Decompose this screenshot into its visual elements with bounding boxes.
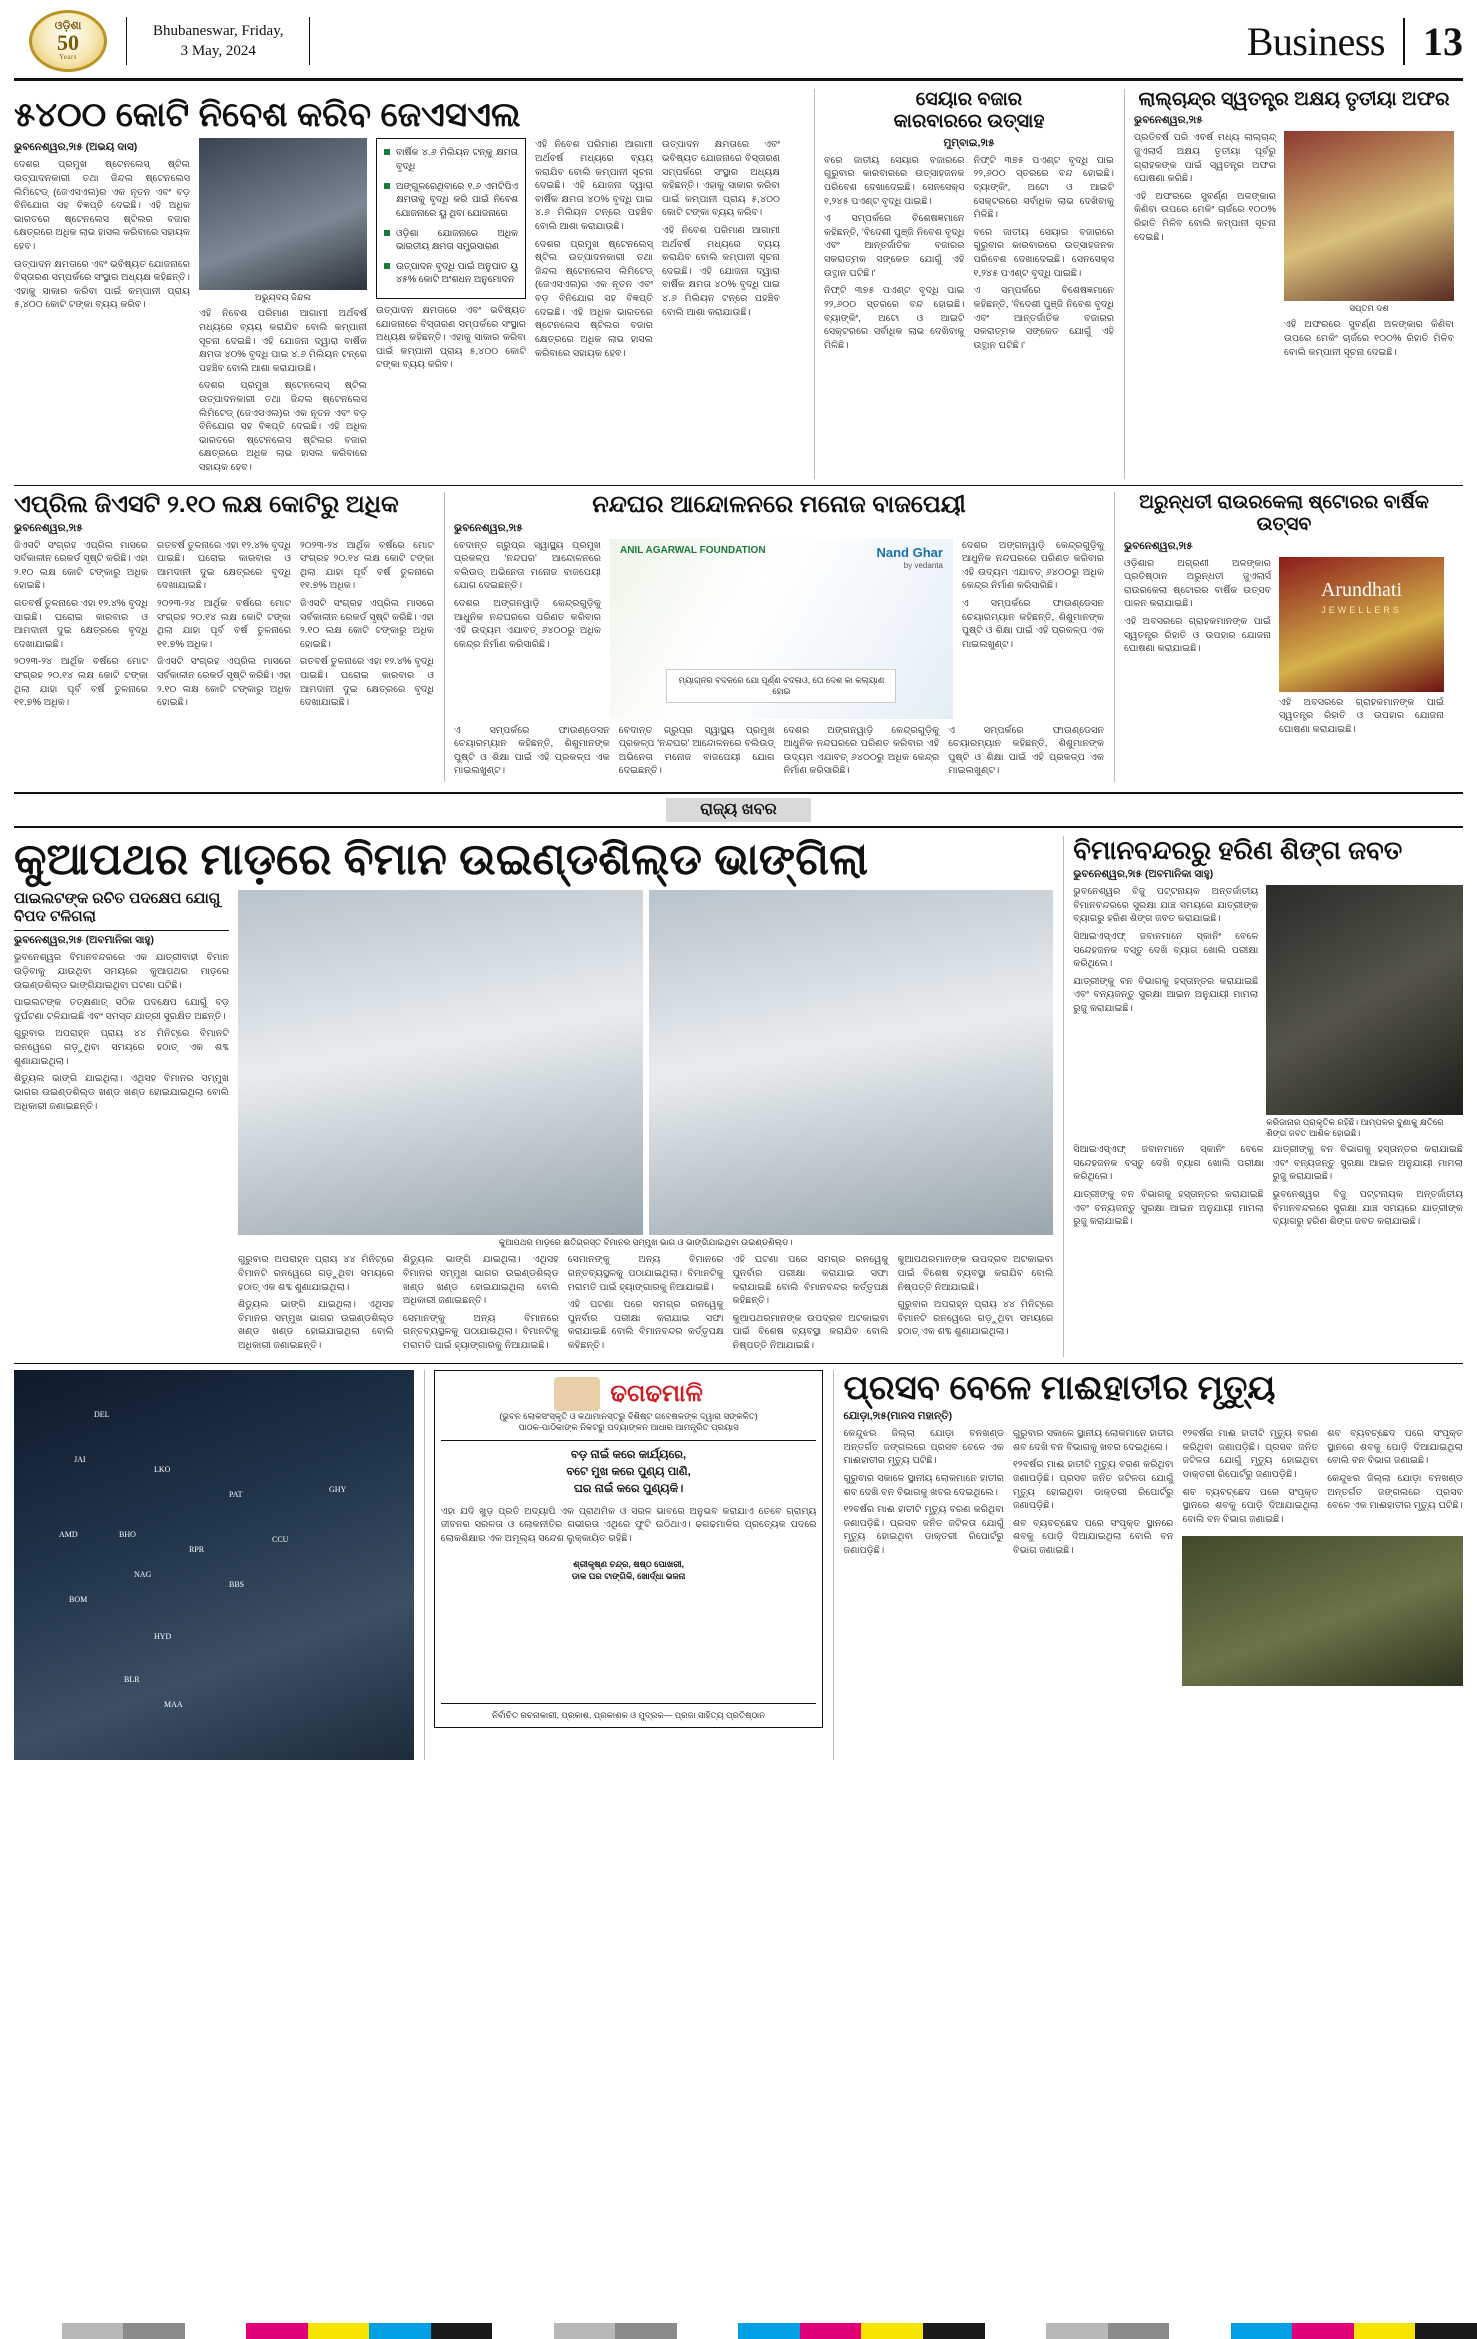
antler-photo-caption: କରିଜାନାର ପ୍ରାକୃତିକ ରହିଛି। ଆମ୍ପଳର ବୁଣାକୁ କ୍ଷତିରେ ଶିଙ୍ଗ ଜବତ ଆଶିକ ହୋଇଛି।	[1266, 1117, 1444, 1139]
map-label-amd: AMD	[59, 1529, 78, 1539]
ad-signature-1: ଶ୍ରୀକୃଷ୍ଣ ଚନ୍ଦ୍ର, ଷଷ୍ଠ ପୋଖରୀ,	[573, 1559, 685, 1570]
nandghar-headline: ନନ୍ଦଘର ଆନ୍ଦୋଳନରେ ମନୋଜ ବାଜପେୟୀ	[592, 490, 966, 518]
map-label-jai: JAI	[74, 1454, 86, 1464]
gst-headline: ଏପ୍ରିଲ ଜିଏସଟି ୨.୧୦ ଲକ୍ଷ କୋଟିରୁ ଅଧିକ	[14, 490, 399, 518]
page-number: 13	[1403, 18, 1463, 65]
lead-col-3: ଉତ୍ପାଦନ କ୍ଷମତାରେ ଏବଂ ଭବିଷ୍ୟତ ଯୋଜନାରେ ବିସ୍ତାରଣ ସମ୍ପର୍କରେ ସଂସ୍ଥାର ଅଧ୍ୟକ୍ଷ କହିଛନ୍ତି। ଏହାକୁ ସାକାର କରିବା ପାଇଁ କମ୍ପାନୀ ପ୍ରାୟ ୫,୪୦୦ କୋଟି ଟଙ୍କା ବ୍ୟୟ କରିବ।	[376, 305, 526, 371]
color-bar-segment	[1169, 2323, 1231, 2339]
lead-photo-caption: ଅଭ୍ୟୁଦୟ ଜିନ୍ଦଲ	[255, 292, 311, 303]
airport-photo-1	[238, 890, 643, 1235]
lalchand-col-1: ପ୍ରତିବର୍ଷ ପରି ଏବର୍ଷ ମଧ୍ୟ ଲାଲ୍‌ଚାନ୍ଦ୍‌ ଜୁଏଲାର୍ସ ଅକ୍ଷୟ ତୃତୀୟା ପୂର୍ବରୁ ଗ୍ରାହକଙ୍କ ପାଇଁ ସ୍ୱତନ୍ତ୍ର ଅଫର ଘୋଷଣା କରିଛି। ଏହି ଅଫରରେ ସୁବର୍ଣ୍ଣ ଅଳଙ୍କାର କିଣିବା ଉପରେ ମେକିଂ ଚାର୍ଜରେ ୧୦୦% ରିହାତି ମିଳିବ ବୋଲି କମ୍ପାନୀ ସୂଚନା ଦେଇଛି।	[1134, 132, 1276, 243]
arundhati-col-1: ଓଡ଼ିଶାର ଅଗ୍ରଣୀ ଅଳଙ୍କାର ପ୍ରତିଷ୍ଠାନ ଅରୁନ୍ଧତୀ ଜୁଏଲାର୍ସ ରାଉରକେଲା ଷ୍ଟୋରର ବାର୍ଷିକ ଉତ୍ସବ ପାଳନ କରାଯାଇଛି। ଏହି ଅବସରରେ ଗ୍ରାହକମାନଙ୍କ ପାଇଁ ସ୍ୱତନ୍ତ୍ର ରିହାତି ଓ ଉପହାର ଯୋଜନା ଘୋଷଣା କରାଯାଇଛି।	[1124, 557, 1271, 655]
store-sign-subtext: JEWELLERS	[1321, 604, 1402, 615]
logo-top-text: ଓଡ଼ିଶା	[54, 20, 82, 32]
elephant-col-1: କେନ୍ଦୁଝର ଜିଲ୍ଲା ଯୋଡ଼ା ବନଖଣ୍ଡ ଅନ୍ତର୍ଗତ ଜଙ୍ଗଲରେ ପ୍ରସବ ବେଳେ ଏକ ମାଈହାତୀର ମୃତ୍ୟୁ ଘଟିଛି। ଗୁରୁବାର ସକାଳେ ସ୍ଥାନୀୟ ଲୋକମାନେ ହାତୀର ଶବ ଦେଖି ବନ ବିଭାଗକୁ ଖବର ଦେଇଥିଲେ। ୧୨ବର୍ଷର ମାଈ ହାତୀଟି ମୃତ୍ୟୁ ବରଣ କରିଥିବା ଜଣାପଡ଼ିଛି। ପ୍ରସବ ଜନିତ ଜଟିଳତା ଯୋଗୁଁ ମୃତ୍ୟୁ ହୋଇଥିବା ଡାକ୍ତରୀ ରିପୋର୍ଟରୁ ଜଣାପଡ଼ିଛି।	[843, 1428, 1004, 1556]
airport-headline: କୁଆପଥର ମାଡ଼ରେ ବିମାନ ଉଇଣ୍ଡଶିଲ୍ଡ ଭାଙ୍ଗିଲା	[14, 835, 869, 885]
nandghar-byline: ଭୁବନେଶ୍ୱର,୨ା୫	[454, 521, 523, 534]
nandghar-col-5: ଦେଶର ଅଙ୍ଗନୱାଡ଼ି କେନ୍ଦ୍ରଗୁଡ଼ିକୁ ଆଧୁନିକ ନନ୍ଦଘରରେ ପରିଣତ କରିବାର ଏହି ଉଦ୍ୟମ ଏଯାବତ୍‌ ୬୪୦୦ରୁ ଅଧିକ କେନ୍ଦ୍ର ନିର୍ମାଣ କରିସାରିଛି।	[783, 724, 940, 777]
lead-bullet-1: ବାର୍ଷିକ ୪.୬ ମିଲିୟନ ଟନ୍‌କୁ କ୍ଷମତା ବୃଦ୍ଧି	[384, 145, 518, 172]
lalchand-photo	[1284, 131, 1454, 301]
gst-col-1: ଜିଏସଟି ସଂଗ୍ରହ ଏପ୍ରିଲ ମାସରେ ସର୍ବକାଳୀନ ରେକର୍ଡ ସୃଷ୍ଟି କରିଛି। ଏହା ୨.୧୦ ଲକ୍ଷ କୋଟି ଟଙ୍କାରୁ ଅଧିକ ହୋଇଛି। ଗତବର୍ଷ ତୁଳନାରେ ଏହା ୧୨.୪% ବୃଦ୍ଧି ପାଇଛି। ଘରୋଇ କାରବାର ଓ ଆମଦାନୀ ଦୁଇ କ୍ଷେତ୍ରରେ ବୃଦ୍ଧି ଦେଖାଯାଇଛି। ୨୦୨୩-୨୪ ଆର୍ଥିକ ବର୍ଷରେ ମୋଟ ସଂଗ୍ରହ ୨୦.୧୪ ଲକ୍ଷ କୋଟି ଟଙ୍କା ଥିଲା ଯାହା ପୂର୍ବ ବର୍ଷ ତୁଳନାରେ ୧୧.୭% ଅଧିକ।	[14, 539, 148, 709]
lead-col-2: ଏହି ନିବେଶ ପରିମାଣ ଆଗାମୀ ଅର୍ଥବର୍ଷ ମଧ୍ୟରେ ବ୍ୟୟ କରାଯିବ ବୋଲି କମ୍ପାନୀ ସୂଚନା ଦେଇଛି। ଏହି ଯୋଜନା ଦ୍ୱାରା ବାର୍ଷିକ କ୍ଷମତା ୪୦% ବୃଦ୍ଧି ପାଇ ୪.୬ ମିଲିୟନ ଟନ୍‌ରେ ପହଞ୍ଚିବ ବୋଲି ଆଶା କରାଯାଉଛି। ଦେଶର ପ୍ରମୁଖ ଷ୍ଟେନଲେସ୍‌ ଷ୍ଟିଲ ଉତ୍ପାଦନକାରୀ ତଥା ଜିନ୍ଦଲ ଷ୍ଟେନଲେସ ଲିମିଟେଡ୍‌ (ଜେଏସଏଲ)ର ଏକ ନୂତନ ଏବଂ ବଡ଼ ବିନିଯୋଗ ସହ ବିଜ୍ଞପ୍ତି ଦେଇଛି। ଏହି ଅଧିକ ଭାରତରେ ଷ୍ଟେନଲେସ ଷ୍ଟିଲର ବଜାର କ୍ଷେତ୍ରରେ ଅଧିକ ଲାଭ ହାସଲ କରିବାରେ ସହାୟକ ହେବ।	[199, 308, 367, 474]
airport-col-4: ଏହି ଘଟଣା ପରେ ସମଗ୍ର ରନୱେକୁ ପୁନର୍ବାର ପରୀକ୍ଷା କରାଯାଇ ସଫା କରାଯାଇଛି ବୋଲି ବିମାନବନ୍ଦର କର୍ତ୍ତୃପକ୍ଷ କହିଛନ୍ତି। କୁଆପଥରମାନଙ୍କ ଉପଦ୍ରବ ଅଟକାଇବା ପାଇଁ ବିଶେଷ ବ୍ୟବସ୍ଥା କରାଯିବ ବୋଲି ନିଷ୍ପତ୍ତି ନିଆଯାଇଛି।	[732, 1254, 889, 1352]
color-bar-segment	[615, 2323, 677, 2339]
airport-photo-2	[649, 890, 1054, 1235]
ad-signature-2: ଡାକ ଘର ଟାଙ୍ଗିକି, ଖୋର୍ଦ୍ଧା ଭଜନା	[571, 1571, 686, 1582]
color-bar-segment	[861, 2323, 923, 2339]
section-title: Business	[1246, 18, 1385, 64]
color-bar-segment	[985, 2323, 1047, 2339]
satellite-weather-map	[14, 1370, 414, 1760]
dhaga-dhamali-ad	[424, 1370, 824, 1760]
place-date-line2: 3 May, 2024	[180, 43, 256, 59]
state-news-banner	[14, 792, 1463, 828]
arundhati-headline: ଅରୁନ୍ଧତୀ ରାଉରକେଲା ଷ୍ଟୋରର ବାର୍ଷିକ ଉତ୍ସବ	[1139, 491, 1429, 536]
gst-col-2: ଗତବର୍ଷ ତୁଳନାରେ ଏହା ୧୨.୪% ବୃଦ୍ଧି ପାଇଛି। ଘରୋଇ କାରବାର ଓ ଆମଦାନୀ ଦୁଇ କ୍ଷେତ୍ରରେ ବୃଦ୍ଧି ଦେଖାଯାଇଛି। ୨୦୨୩-୨୪ ଆର୍ଥିକ ବର୍ଷରେ ମୋଟ ସଂଗ୍ରହ ୨୦.୧୪ ଲକ୍ଷ କୋଟି ଟଙ୍କା ଥିଲା ଯାହା ପୂର୍ବ ବର୍ଷ ତୁଳନାରେ ୧୧.୭% ଅଧିକ। ଜିଏସଟି ସଂଗ୍ରହ ଏପ୍ରିଲ ମାସରେ ସର୍ବକାଳୀନ ରେକର୍ଡ ସୃଷ୍ଟି କରିଛି। ଏହା ୨.୧୦ ଲକ୍ଷ କୋଟି ଟଙ୍କାରୁ ଅଧିକ ହୋଇଛି।	[157, 539, 291, 709]
lalchand-story	[1124, 89, 1454, 479]
airport-col-3: ସେମାନଙ୍କୁ ଅନ୍ୟ ବିମାନରେ ଗନ୍ତବ୍ୟସ୍ଥଳକୁ ପଠାଯାଇଥିଲା। ବିମାନଟିକୁ ମରାମତି ପାଇଁ ହ୍ୟାଙ୍ଗାରକୁ ନିଆଯାଇଛି। ଏହି ଘଟଣା ପରେ ସମଗ୍ର ରନୱେକୁ ପୁନର୍ବାର ପରୀକ୍ଷା କରାଯାଇ ସଫା କରାଯାଇଛି ବୋଲି ବିମାନବନ୍ଦର କର୍ତ୍ତୃପକ୍ଷ କହିଛନ୍ତି।	[567, 1254, 724, 1352]
nandghar-col-3: ଏ ସମ୍ପର୍କରେ ଫାଉଣ୍ଡେସନ ଚେୟାରମ୍ୟାନ କହିଛନ୍ତି, ଶିଶୁମାନଙ୍କ ପୁଷ୍ଟି ଓ ଶିକ୍ଷା ପାଇଁ ଏହି ପ୍ରକଳ୍ପ ଏକ ମାଇଲଖୁଣ୍ଟ।	[454, 724, 610, 777]
store-sign-text: Arundhati	[1320, 578, 1403, 601]
lead-col-4: ଏହି ନିବେଶ ପରିମାଣ ଆଗାମୀ ଅର୍ଥବର୍ଷ ମଧ୍ୟରେ ବ୍ୟୟ କରାଯିବ ବୋଲି କମ୍ପାନୀ ସୂଚନା ଦେଇଛି। ଏହି ଯୋଜନା ଦ୍ୱାରା ବାର୍ଷିକ କ୍ଷମତା ୪୦% ବୃଦ୍ଧି ପାଇ ୪.୬ ମିଲିୟନ ଟନ୍‌ରେ ପହଞ୍ଚିବ ବୋଲି ଆଶା କରାଯାଉଛି। ଦେଶର ପ୍ରମୁଖ ଷ୍ଟେନଲେସ୍‌ ଷ୍ଟିଲ ଉତ୍ପାଦନକାରୀ ତଥା ଜିନ୍ଦଲ ଷ୍ଟେନଲେସ ଲିମିଟେଡ୍‌ (ଜେଏସଏଲ)ର ଏକ ନୂତନ ଏବଂ ବଡ଼ ବିନିଯୋଗ ସହ ବିଜ୍ଞପ୍ତି ଦେଇଛି। ଏହି ଅଧିକ ଭାରତରେ ଷ୍ଟେନଲେସ ଷ୍ଟିଲର ବଜାର କ୍ଷେତ୍ରରେ ଅଧିକ ଲାଭ ହାସଲ କରିବାରେ ସହାୟକ ହେବ।	[535, 139, 653, 359]
airport-story	[14, 836, 1053, 1357]
state-news-label: ରାଜ୍ୟ ଖବର	[666, 798, 810, 822]
lead-col-5: ଉତ୍ପାଦନ କ୍ଷମତାରେ ଏବଂ ଭବିଷ୍ୟତ ଯୋଜନାରେ ବିସ୍ତାରଣ ସମ୍ପର୍କରେ ସଂସ୍ଥାର ଅଧ୍ୟକ୍ଷ କହିଛନ୍ତି। ଏହାକୁ ସାକାର କରିବା ପାଇଁ କମ୍ପାନୀ ପ୍ରାୟ ୫,୪୦୦ କୋଟି ଟଙ୍କା ବ୍ୟୟ କରିବ। ଏହି ନିବେଶ ପରିମାଣ ଆଗାମୀ ଅର୍ଥବର୍ଷ ମଧ୍ୟରେ ବ୍ୟୟ କରାଯିବ ବୋଲି କମ୍ପାନୀ ସୂଚନା ଦେଇଛି। ଏହି ଯୋଜନା ଦ୍ୱାରା ବାର୍ଷିକ କ୍ଷମତା ୪୦% ବୃଦ୍ଧି ପାଇ ୪.୬ ମିଲିୟନ ଟନ୍‌ରେ ପହଞ୍ଚିବ ବୋଲି ଆଶା କରାଯାଉଛି।	[662, 139, 780, 318]
antler-photo	[1266, 885, 1463, 1115]
nandghar-col-6: ଏ ସମ୍ପର୍କରେ ଫାଉଣ୍ଡେସନ ଚେୟାରମ୍ୟାନ କହିଛନ୍ତି, ଶିଶୁମାନଙ୍କ ପୁଷ୍ଟି ଓ ଶିକ୍ଷା ପାଇଁ ଏହି ପ୍ରକଳ୍ପ ଏକ ମାଇଲଖୁଣ୍ଟ।	[948, 724, 1104, 777]
gst-byline: ଭୁବନେଶ୍ୱର,୨ା୫	[14, 521, 83, 534]
color-bar-segment	[1415, 2323, 1477, 2339]
color-bar-segment	[308, 2323, 370, 2339]
lead-bullet-3: ଓଡ଼ିଶା ଯୋଜନାରେ ଅଧିକ ଭାରତୀୟ କ୍ଷମତା ସମ୍ପ୍ରସାରଣ	[384, 226, 518, 253]
map-label-bho: BHO	[119, 1529, 136, 1539]
color-bar-segment	[62, 2323, 124, 2339]
nandghar-ad-image	[610, 539, 953, 719]
map-label-lko: LKO	[154, 1464, 171, 1474]
ad-title: ଢଗଢମାଳି	[610, 1379, 703, 1407]
color-bar-segment	[246, 2323, 308, 2339]
lead-story	[14, 89, 804, 479]
nandghar-col-2: ଦେଶର ଅଙ୍ଗନୱାଡ଼ି କେନ୍ଦ୍ରଗୁଡ଼ିକୁ ଆଧୁନିକ ନନ୍ଦଘରରେ ପରିଣତ କରିବାର ଏହି ଉଦ୍ୟମ ଏଯାବତ୍‌ ୬୪୦୦ରୁ ଅଧିକ କେନ୍ଦ୍ର ନିର୍ମାଣ କରିସାରିଛି। ଏ ସମ୍ପର୍କରେ ଫାଉଣ୍ଡେସନ ଚେୟାରମ୍ୟାନ କହିଛନ୍ତି, ଶିଶୁମାନଙ୍କ ପୁଷ୍ଟି ଓ ଶିକ୍ଷା ପାଇଁ ଏହି ପ୍ରକଳ୍ପ ଏକ ମାଇଲଖୁଣ୍ଟ।	[961, 539, 1105, 650]
lead-bullet-2: ଅଙ୍ଗୁଳରେଥିବାରେ ୧.୬ ଏମଟିପିଏ କ୍ଷମତାକୁ ବୃଦ୍ଧି କରି ପାଇଁ ନିବେଶ ଯୋଜନାରେ ୟୁ ଥିବା ଯୋଜନାରେ	[384, 179, 518, 220]
lead-byline: ଭୁବନେଶ୍ୱର,୨ା୫ (ଅଭୟ ଦାସ)	[14, 141, 138, 154]
elephant-story	[833, 1370, 1463, 1760]
ad-subtitle-1: (ଭୁବନ ଲୋକସଂସ୍କୃତି ଓ କଥାମାନସ୍ତରୁ ବିଶିଷ୍ଟ ଗବେଷକଙ୍କ ଦ୍ୱାରା ସଙ୍କଳିତ)	[499, 1410, 758, 1421]
antler-col-2: ସିଆଇଏସ୍‌ଏଫ୍‌ ଜବାନମାନେ ସ୍କାନିଂ ବେଳେ ସନ୍ଦେହଜନକ ବସ୍ତୁ ଦେଖି ବ୍ୟାଗ ଖୋଲି ପରୀକ୍ଷା କରିଥିଲେ। ଯାତ୍ରୀଙ୍କୁ ବନ ବିଭାଗକୁ ହସ୍ତାନ୍ତର କରାଯାଇଛି ଏବଂ ବନ୍ୟଜନ୍ତୁ ସୁରକ୍ଷା ଆଇନ ଅନୁଯାୟୀ ମାମଲା ରୁଜୁ କରାଯାଇଛି।	[1073, 1144, 1264, 1228]
color-bar-segment	[1108, 2323, 1170, 2339]
map-label-bom: BOM	[69, 1594, 88, 1604]
map-label-bbs: BBS	[229, 1579, 245, 1589]
lead-bullet-4: ଉତ୍ପାଦନ ବୃଦ୍ଧି ପାଇଁ ଅନୁପାତ ୟୁ ୪୫% କୋଟି ଅଂଶଧନ ଅନୁମୋଦନ	[384, 259, 518, 286]
antler-byline: ଭୁବନେଶ୍ୱର,୨ା୫ (ଅବମାନିକା ସାହୁ)	[1073, 868, 1214, 881]
map-label-pat: PAT	[229, 1489, 243, 1499]
logo-sub-text: Years	[58, 53, 78, 61]
place-date-line1: Bhubaneswar, Friday,	[153, 22, 284, 39]
map-label-rpr: RPR	[189, 1544, 205, 1554]
logo-anniversary-number: 50	[57, 30, 79, 55]
map-label-hyd: HYD	[154, 1631, 172, 1641]
lead-col-1: ଦେଶର ପ୍ରମୁଖ ଷ୍ଟେନଲେସ୍‌ ଷ୍ଟିଲ ଉତ୍ପାଦନକାରୀ ତଥା ଜିନ୍ଦଲ ଷ୍ଟେନଲେସ ଲିମିଟେଡ୍‌ (ଜେଏସଏଲ)ର ଏକ ନୂତନ ଏବଂ ବଡ଼ ବିନିଯୋଗ ସହ ବିଜ୍ଞପ୍ତି ଦେଇଛି। ଏହି ଅଧିକ ଭାରତରେ ଷ୍ଟେନଲେସ ଷ୍ଟିଲର ବଜାର କ୍ଷେତ୍ରରେ ଅଧିକ ଲାଭ ହାସଲ କରିବାରେ ସହାୟକ ହେବ। ଉତ୍ପାଦନ କ୍ଷମତାରେ ଏବଂ ଭବିଷ୍ୟତ ଯୋଜନାରେ ବିସ୍ତାରଣ ସମ୍ପର୍କରେ ସଂସ୍ଥାର ଅଧ୍ୟକ୍ଷ କହିଛନ୍ତି। ଏହାକୁ ସାକାର କରିବା ପାଇଁ କମ୍ପାନୀ ପ୍ରାୟ ୫,୪୦୦ କୋଟି ଟଙ୍କା ବ୍ୟୟ କରିବ।	[14, 159, 190, 311]
antler-headline: ବିମାନବନ୍ଦରରୁ ହରିଣ ଶିଙ୍ଗ ଜବତ	[1073, 835, 1403, 866]
color-bar-segment	[1231, 2323, 1293, 2339]
map-label-ccu: CCU	[272, 1534, 289, 1544]
elephant-col-4: ଶବ ବ୍ୟବଚ୍ଛେଦ ପରେ ସଂପୃକ୍ତ ସ୍ଥାନରେ ଶବକୁ ପୋଡ଼ି ଦିଆଯାଇଥିଲା ବୋଲି ବନ ବିଭାଗ ଜଣାଇଛି। କେନ୍ଦୁଝର ଜିଲ୍ଲା ଯୋଡ଼ା ବନଖଣ୍ଡ ଅନ୍ତର୍ଗତ ଜଙ୍ଗଲରେ ପ୍ରସବ ବେଳେ ଏକ ମାଈହାତୀର ମୃତ୍ୟୁ ଘଟିଛି।	[1327, 1428, 1463, 1512]
airport-photo-caption: କୁଆପଥର ମାଡ଼ରେ କ୍ଷତିଗ୍ରସ୍ତ ବିମାନର ସମ୍ମୁଖ ଭାଗ ଓ ଭାଙ୍ଗିଯାଇଥିବା ଉଇଣ୍ଡଶିଲ୍ଡ।	[498, 1237, 793, 1248]
lalchand-headline: ଲାଲ୍‌ଚାନ୍ଦ୍‌ର ସ୍ୱତନ୍ତ୍ର ଅକ୍ଷୟ ତୃତୀୟା ଅଫର	[1138, 89, 1450, 110]
map-label-nag: NAG	[134, 1569, 152, 1579]
nandghar-story	[444, 492, 1104, 782]
ad-verse-line-2: ବଟେ ମୁଖ କରେ ପୁଣ୍ୟ ପାଣି,	[566, 1466, 691, 1479]
elephant-byline: ଯୋଡ଼ା,୨ା୫(ମାନସ ମହାନ୍ତି)	[843, 1410, 953, 1423]
color-bar-segment	[431, 2323, 493, 2339]
antler-col-1: ଭୁବନେଶ୍ୱର ବିଜୁ ପଟ୍ଟନାୟକ ଅନ୍ତର୍ଜାତୀୟ ବିମାନବନ୍ଦରରେ ସୁରକ୍ଷା ଯାଞ୍ଚ ସମୟରେ ଯାତ୍ରୀଙ୍କ ବ୍ୟାଗରୁ ହରିଣ ଶିଙ୍ଗ ଜବତ କରାଯାଇଛି। ସିଆଇଏସ୍‌ଏଫ୍‌ ଜବାନମାନେ ସ୍କାନିଂ ବେଳେ ସନ୍ଦେହଜନକ ବସ୍ତୁ ଦେଖି ବ୍ୟାଗ ଖୋଲି ପରୀକ୍ଷା କରିଥିଲେ। ଯାତ୍ରୀଙ୍କୁ ବନ ବିଭାଗକୁ ହସ୍ତାନ୍ତର କରାଯାଇଛି ଏବଂ ବନ୍ୟଜନ୍ତୁ ସୁରକ୍ଷା ଆଇନ ଅନୁଯାୟୀ ମାମଲା ରୁଜୁ କରାଯାଇଛି।	[1073, 886, 1259, 1014]
gst-col-3: ୨୦୨୩-୨୪ ଆର୍ଥିକ ବର୍ଷରେ ମୋଟ ସଂଗ୍ରହ ୨୦.୧୪ ଲକ୍ଷ କୋଟି ଟଙ୍କା ଥିଲା ଯାହା ପୂର୍ବ ବର୍ଷ ତୁଳନାରେ ୧୧.୭% ଅଧିକ। ଜିଏସଟି ସଂଗ୍ରହ ଏପ୍ରିଲ ମାସରେ ସର୍ବକାଳୀନ ରେକର୍ଡ ସୃଷ୍ଟି କରିଛି। ଏହା ୨.୧୦ ଲକ୍ଷ କୋଟି ଟଙ୍କାରୁ ଅଧିକ ହୋଇଛି। ଗତବର୍ଷ ତୁଳନାରେ ଏହା ୧୨.୪% ବୃଦ୍ଧି ପାଇଛି। ଘରୋଇ କାରବାର ଓ ଆମଦାନୀ ଦୁଇ କ୍ଷେତ୍ରରେ ବୃଦ୍ଧି ଦେଖାଯାଇଛି।	[300, 539, 434, 709]
masthead-logo	[14, 10, 122, 72]
color-bar-segment	[369, 2323, 431, 2339]
color-bar-segment	[1354, 2323, 1416, 2339]
share-market-col-2: ନିଫ୍ଟି ୩୭୫ ପଏଣ୍ଟ ବୃଦ୍ଧି ପାଇ ୨୨,୬୦୦ ସ୍ତରରେ ବନ୍ଦ ହୋଇଛି। ବ୍ୟାଙ୍କିଂ, ଅଟୋ ଓ ଆଇଟି ସେକ୍ଟରରେ ସର୍ବାଧିକ ଲାଭ ଦେଖିବାକୁ ମିଳିଛି। ବରେ ଜାତୀୟ ସେୟାର ବଜାରରେ ଗୁରୁବାର କାରବାରରେ ଉତ୍ସାହଜନକ ପରିବେଶ ଦେଖାଦେଇଛି। ସେନସେକ୍ସ ୧,୨୪୫ ପଏଣ୍ଟ ବୃଦ୍ଧି ପାଇଛି। ଏ ସମ୍ପର୍କରେ ବିଶେଷଜ୍ଞମାନେ କହିଛନ୍ତି, 'ବିଦେଶୀ ପୁଞ୍ଜି ନିବେଶ ବୃଦ୍ଧି ଏବଂ ଆନ୍ତର୍ଜାତିକ ବଜାରର ସକରାତ୍ମକ ସଙ୍କେତ ଯୋଗୁଁ ଏହି ଉତ୍ଥାନ ଘଟିଛି।'	[973, 154, 1114, 351]
color-bar-segment	[1046, 2323, 1108, 2339]
nandghar-col-1: ବେଦାନ୍ତ ଗ୍ରୁପ୍‌ର ସ୍ୱାସ୍ଥ୍ୟ ପ୍ରମୁଖ ପ୍ରକଳ୍ପ 'ନନ୍ଦଘର' ଆନ୍ଦୋଳନରେ ବଲିଉଡ୍‌ ଅଭିନେତା ମନୋଜ ବାଜପେୟୀ ଯୋଗ ଦେଇଛନ୍ତି। ଦେଶର ଅଙ୍ଗନୱାଡ଼ି କେନ୍ଦ୍ରଗୁଡ଼ିକୁ ଆଧୁନିକ ନନ୍ଦଘରରେ ପରିଣତ କରିବାର ଏହି ଉଦ୍ୟମ ଏଯାବତ୍‌ ୬୪୦୦ରୁ ଅଧିକ କେନ୍ଦ୍ର ନିର୍ମାଣ କରିସାରିଛି।	[454, 539, 601, 650]
elephant-headline: ପ୍ରସବ ବେଳେ ମାଈହାତୀର ମୃତ୍ୟୁ	[843, 1368, 1276, 1407]
ad-brand-nandghar-sub: by vedanta	[903, 560, 943, 570]
share-market-col-1: ବରେ ଜାତୀୟ ସେୟାର ବଜାରରେ ଗୁରୁବାର କାରବାରରେ ଉତ୍ସାହଜନକ ପରିବେଶ ଦେଖାଦେଇଛି। ସେନସେକ୍ସ ୧,୨୪୫ ପଏଣ୍ଟ ବୃଦ୍ଧି ପାଇଛି। ଏ ସମ୍ପର୍କରେ ବିଶେଷଜ୍ଞମାନେ କହିଛନ୍ତି, 'ବିଦେଶୀ ପୁଞ୍ଜି ନିବେଶ ବୃଦ୍ଧି ଏବଂ ଆନ୍ତର୍ଜାତିକ ବଜାରର ସକରାତ୍ମକ ସଙ୍କେତ ଯୋଗୁଁ ଏହି ଉତ୍ଥାନ ଘଟିଛି।' ନିଫ୍ଟି ୩୭୫ ପଏଣ୍ଟ ବୃଦ୍ଧି ପାଇ ୨୨,୬୦୦ ସ୍ତରରେ ବନ୍ଦ ହୋଇଛି। ବ୍ୟାଙ୍କିଂ, ଅଟୋ ଓ ଆଇଟି ସେକ୍ଟରରେ ସର୍ବାଧିକ ଲାଭ ଦେଖିବାକୁ ମିଳିଛି।	[824, 154, 965, 351]
print-color-bar	[0, 2323, 1477, 2339]
color-bar-segment	[738, 2323, 800, 2339]
place-date	[126, 17, 310, 66]
map-label-maa: MAA	[164, 1699, 183, 1709]
airport-col-1: ଗୁରୁବାର ଅପରାହ୍ନ ପ୍ରାୟ ୪୪ ମିନିଟ୍‌ରେ ବିମାନଟି ରନୱେରେ ଗଡ଼ୁଥିବା ସମୟରେ ହଠାତ୍‌ ଏକ ଶବ୍ଦ ଶୁଣାଯାଇଥିଲା। ଶିଡ୍ୟୁଲ ଭାଙ୍ଗି ଯାଇଥିଲା। ଏଥିସହ ବିମାନର ସମ୍ମୁଖ ଭାଗର ଉଇଣ୍ଡଶିଲ୍ଡ ଖଣ୍ଡ ଖଣ୍ଡ ହୋଇଯାଇଥିଲା ବୋଲି ଅଧିକାରୀ ଜଣାଇଛନ୍ତି।	[238, 1254, 394, 1352]
color-bar-segment	[123, 2323, 185, 2339]
masthead	[14, 10, 1463, 81]
ad-verse-line-1: ବଡ଼ ନାଇଁ କରେ କାର୍ଯ୍ୟରେ,	[570, 1448, 687, 1461]
color-bar-segment	[1292, 2323, 1354, 2339]
arundhati-story	[1114, 492, 1444, 782]
arundhati-byline: ଭୁବନେଶ୍ୱର,୨ା୫	[1124, 539, 1193, 552]
ad-subtitle-2: ପାଠକ-ପାଠିକାଙ୍କ ନିକଟରୁ ପଦ୍ୟାଙ୍କନ ଆଧାର ଆମନ୍ତ୍ରିତ ପ୍ରୟାସ	[518, 1422, 739, 1433]
color-bar-segment	[677, 2323, 739, 2339]
lalchand-byline: ଭୁବନେଶ୍ୱର,୨ା୫	[1134, 114, 1203, 127]
ad-verse-line-3: ଘର ନାଇଁ କରେ ପୁଣ୍ୟକି।	[573, 1483, 684, 1496]
antler-col-3: ଯାତ୍ରୀଙ୍କୁ ବନ ବିଭାଗକୁ ହସ୍ତାନ୍ତର କରାଯାଇଛି ଏବଂ ବନ୍ୟଜନ୍ତୁ ସୁରକ୍ଷା ଆଇନ ଅନୁଯାୟୀ ମାମଲା ରୁଜୁ କରାଯାଇଛି। ଭୁବନେଶ୍ୱର ବିଜୁ ପଟ୍ଟନାୟକ ଅନ୍ତର୍ଜାତୀୟ ବିମାନବନ୍ଦରରେ ସୁରକ୍ଷା ଯାଞ୍ଚ ସମୟରେ ଯାତ୍ରୀଙ୍କ ବ୍ୟାଗରୁ ହରିଣ ଶିଙ୍ଗ ଜବତ କରାଯାଇଛି।	[1272, 1144, 1464, 1228]
elephant-photo	[1182, 1536, 1463, 1686]
color-bar-segment	[0, 2323, 62, 2339]
lalchand-photo-caption: ସପ୍ତମ ଦଶ	[1349, 303, 1389, 314]
color-bar-segment	[800, 2323, 862, 2339]
lead-photo	[199, 138, 367, 290]
ad-slogan-placard: ମ୍ୟାଗ୍ନର ବଦଳରେ ଯୋ ପୂର୍ଣ୍ଣ ବଦଳାଓ, ତୋ ଦେଶ କା କଲ୍ୟାଣ ହୋଇ	[666, 669, 896, 703]
ad-brand-nandghar: Nand Ghar	[876, 544, 943, 560]
map-label-del: DEL	[94, 1409, 110, 1419]
ad-body-text: ଏହା ଯଦି ଖୁଡ଼ ପ୍ରତି ଅଦ୍ୟାପି ଏକ ପ୍ରାଥମିକ ଓ ସରଳ ଭାବରେ ଅନୁଭବ କରାଯାଏ ତେବେ ଗ୍ରାମ୍ୟ ଜୀବନର ସରଳତା ଓ ଲୋକନୀତିର ଗଭୀରତା ଏଥିରେ ଫୁଟି ଉଠିଥାଏ। ଢଗଢମାଳିର ପ୍ରତ୍ୟେକ ପଦରେ ଲୋକଶିକ୍ଷାର ଏକ ଅମୂଲ୍ୟ ସନ୍ଦେଶ ଲୁକ୍କାୟିତ ରହିଛି।	[440, 1505, 817, 1544]
lead-headline: ୫୪୦୦ କୋଟି ନିବେଶ କରିବ ଜେଏସଏଲ	[14, 96, 521, 134]
color-bar-segment	[554, 2323, 616, 2339]
color-bar-segment	[492, 2323, 554, 2339]
antler-story	[1063, 836, 1463, 1357]
map-label-blr: BLR	[124, 1674, 140, 1684]
share-market-headline: ସେୟାର ବଜାର କାରବାରରେ ଉତ୍ସାହ	[893, 89, 1045, 133]
ad-decorative-icon	[554, 1377, 600, 1411]
airport-sidebar-byline: ଭୁବନେଶ୍ୱର,୨ା୫ (ଅବମାନିକା ସାହୁ)	[14, 934, 154, 947]
share-market-byline: ମୁମ୍ବାଇ,୨ା୫	[943, 136, 995, 149]
arundhati-col-2: ଏହି ଅବସରରେ ଗ୍ରାହକମାନଙ୍କ ପାଇଁ ସ୍ୱତନ୍ତ୍ର ରିହାତି ଓ ଉପହାର ଯୋଜନା ଘୋଷଣା କରାଯାଇଛି।	[1279, 696, 1444, 735]
share-market-story	[814, 89, 1114, 479]
airport-sidebar-headline: ପାଇଲଟଙ୍କ ରଚିତ ପଦକ୍ଷେପ ଯୋଗୁ ବିପଦ ଟଳିଗଲା	[14, 890, 229, 931]
lead-bullet-list	[376, 138, 526, 299]
color-bar-segment	[923, 2323, 985, 2339]
airport-sidebar-col: ଭୁବନେଶ୍ୱର ବିମାନବନ୍ଦରରେ ଏକ ଯାତ୍ରୀବାହୀ ବିମାନ ଉଡ଼ିବାକୁ ଯାଉଥିବା ସମୟରେ କୁଆପଥର ମାଡ଼ରେ ଉଇଣ୍ଡଶିଲ୍ଡ ଭାଙ୍ଗିଯାଇଥିବା ଘଟଣା ଘଟିଛି। ପାଇଲଟଙ୍କ ତତ୍‌କ୍ଷଣାତ୍‌ ସଠିକ ପଦକ୍ଷେପ ଯୋଗୁଁ ବଡ଼ ଦୁର୍ଘଟଣା ଟଳିଯାଇଛି ଏବଂ ସମସ୍ତ ଯାତ୍ରୀ ସୁରକ୍ଷିତ ଅଛନ୍ତି। ଗୁରୁବାର ଅପରାହ୍ନ ପ୍ରାୟ ୪୪ ମିନିଟ୍‌ରେ ବିମାନଟି ରନୱେରେ ଗଡ଼ୁଥିବା ସମୟରେ ହଠାତ୍‌ ଏକ ଶବ୍ଦ ଶୁଣାଯାଇଥିଲା। ଶିଡ୍ୟୁଲ ଭାଙ୍ଗି ଯାଇଥିଲା। ଏଥିସହ ବିମାନର ସମ୍ମୁଖ ଭାଗର ଉଇଣ୍ଡଶିଲ୍ଡ ଖଣ୍ଡ ଖଣ୍ଡ ହୋଇଯାଇଥିଲା ବୋଲି ଅଧିକାରୀ ଜଣାଇଛନ୍ତି।	[14, 952, 229, 1112]
april-gst-story	[14, 492, 434, 782]
lalchand-col-2: ଏହି ଅଫରରେ ସୁବର୍ଣ୍ଣ ଅଳଙ୍କାର କିଣିବା ଉପରେ ମେକିଂ ଚାର୍ଜରେ ୧୦୦% ରିହାତି ମିଳିବ ବୋଲି କମ୍ପାନୀ ସୂଚନା ଦେଇଛି।	[1284, 319, 1454, 358]
elephant-col-2: ଗୁରୁବାର ସକାଳେ ସ୍ଥାନୀୟ ଲୋକମାନେ ହାତୀର ଶବ ଦେଖି ବନ ବିଭାଗକୁ ଖବର ଦେଇଥିଲେ। ୧୨ବର୍ଷର ମାଈ ହାତୀଟି ମୃତ୍ୟୁ ବରଣ କରିଥିବା ଜଣାପଡ଼ିଛି। ପ୍ରସବ ଜନିତ ଜଟିଳତା ଯୋଗୁଁ ମୃତ୍ୟୁ ହୋଇଥିବା ଡାକ୍ତରୀ ରିପୋର୍ଟରୁ ଜଣାପଡ଼ିଛି। ଶବ ବ୍ୟବଚ୍ଛେଦ ପରେ ସଂପୃକ୍ତ ସ୍ଥାନରେ ଶବକୁ ପୋଡ଼ି ଦିଆଯାଇଥିଲା ବୋଲି ବନ ବିଭାଗ ଜଣାଇଛି।	[1012, 1428, 1174, 1556]
arundhati-store-photo	[1279, 557, 1444, 692]
airport-col-2: ଶିଡ୍ୟୁଲ ଭାଙ୍ଗି ଯାଇଥିଲା। ଏଥିସହ ବିମାନର ସମ୍ମୁଖ ଭାଗର ଉଇଣ୍ଡଶିଲ୍ଡ ଖଣ୍ଡ ଖଣ୍ଡ ହୋଇଯାଇଥିଲା ବୋଲି ଅଧିକାରୀ ଜଣାଇଛନ୍ତି। ସେମାନଙ୍କୁ ଅନ୍ୟ ବିମାନରେ ଗନ୍ତବ୍ୟସ୍ଥଳକୁ ପଠାଯାଇଥିଲା। ବିମାନଟିକୁ ମରାମତି ପାଇଁ ହ୍ୟାଙ୍ଗାରକୁ ନିଆଯାଇଛି।	[402, 1254, 559, 1352]
elephant-col-3: ୧୨ବର୍ଷର ମାଈ ହାତୀଟି ମୃତ୍ୟୁ ବରଣ କରିଥିବା ଜଣାପଡ଼ିଛି। ପ୍ରସବ ଜନିତ ଜଟିଳତା ଯୋଗୁଁ ମୃତ୍ୟୁ ହୋଇଥିବା ଡାକ୍ତରୀ ରିପୋର୍ଟରୁ ଜଣାପଡ଼ିଛି। ଶବ ବ୍ୟବଚ୍ଛେଦ ପରେ ସଂପୃକ୍ତ ସ୍ଥାନରେ ଶବକୁ ପୋଡ଼ି ଦିଆଯାଇଥିଲା ବୋଲି ବନ ବିଭାଗ ଜଣାଇଛି।	[1182, 1428, 1319, 1525]
map-label-ghy: GHY	[329, 1484, 347, 1494]
nandghar-col-4: ବେଦାନ୍ତ ଗ୍ରୁପ୍‌ର ସ୍ୱାସ୍ଥ୍ୟ ପ୍ରମୁଖ ପ୍ରକଳ୍ପ 'ନନ୍ଦଘର' ଆନ୍ଦୋଳନରେ ବଲିଉଡ୍‌ ଅଭିନେତା ମନୋଜ ବାଜପେୟୀ ଯୋଗ ଦେଇଛନ୍ତି।	[618, 724, 775, 777]
airport-col-5: କୁଆପଥରମାନଙ୍କ ଉପଦ୍ରବ ଅଟକାଇବା ପାଇଁ ବିଶେଷ ବ୍ୟବସ୍ଥା କରାଯିବ ବୋଲି ନିଷ୍ପତ୍ତି ନିଆଯାଇଛି। ଗୁରୁବାର ଅପରାହ୍ନ ପ୍ରାୟ ୪୪ ମିନିଟ୍‌ରେ ବିମାନଟି ରନୱେରେ ଗଡ଼ୁଥିବା ସମୟରେ ହଠାତ୍‌ ଏକ ଶବ୍ଦ ଶୁଣାଯାଇଥିଲା।	[897, 1254, 1054, 1338]
ad-brand-anil: ANIL AGARWAL FOUNDATION	[619, 544, 766, 556]
weather-map-block	[14, 1370, 414, 1760]
ad-footer: ନିର୍ବାଚିତ ରଚନାକାରୀ, ପ୍ରକାଶ, ପ୍ରକାଶକ ଓ ମୁଦ୍ରକ— ପ୍ରଜା ସାହିତ୍ୟ ପ୍ରତିଷ୍ଠାନ	[492, 1709, 766, 1720]
color-bar-segment	[185, 2323, 247, 2339]
